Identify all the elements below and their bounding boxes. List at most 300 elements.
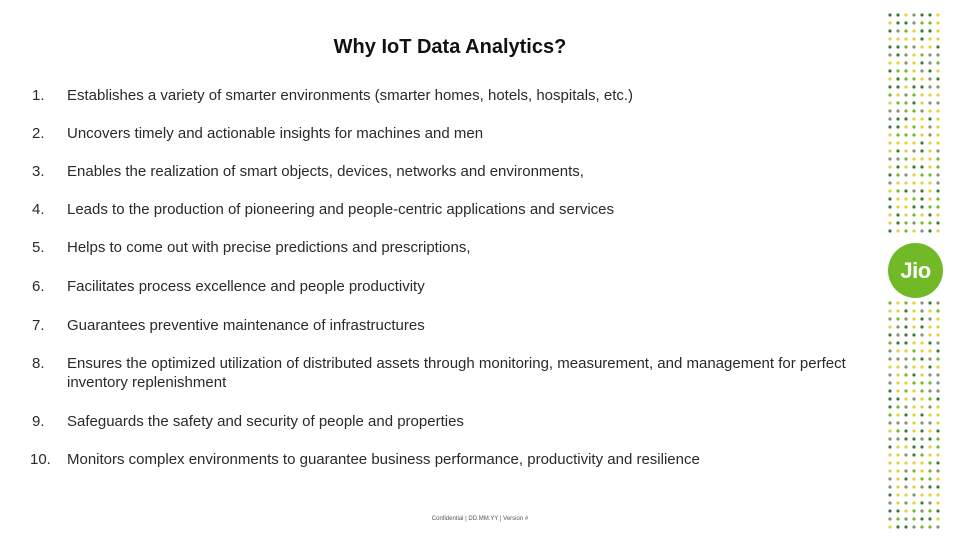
decor-dot <box>888 485 891 488</box>
decor-dot <box>904 45 907 48</box>
decor-dot <box>928 165 931 168</box>
decor-dot <box>936 357 939 360</box>
decor-dot <box>904 405 907 408</box>
decor-dot <box>936 125 939 128</box>
decor-dot <box>896 29 899 32</box>
decor-dot <box>936 221 939 224</box>
decor-dot <box>904 69 907 72</box>
decor-dot <box>920 149 923 152</box>
decor-dot <box>928 317 931 320</box>
decor-dot <box>888 349 891 352</box>
item-text: Ensures the optimized utilization of distributed assets through monitoring, measurement, and management for perfect inventory replenishment <box>67 355 846 391</box>
decor-dot <box>888 77 891 80</box>
decor-dot <box>904 509 907 512</box>
decor-dot <box>888 133 891 136</box>
decor-dot <box>896 181 899 184</box>
decor-dot <box>912 421 915 424</box>
decor-dot <box>928 453 931 456</box>
decor-dot <box>920 341 923 344</box>
decor-dot <box>904 197 907 200</box>
decor-dot <box>912 21 915 24</box>
decor-dot <box>920 173 923 176</box>
decor-dot <box>896 45 899 48</box>
decor-dot <box>936 101 939 104</box>
decor-dot <box>904 501 907 504</box>
decor-dot <box>928 61 931 64</box>
decor-dot <box>896 213 899 216</box>
decor-dot <box>904 85 907 88</box>
decor-dot <box>936 493 939 496</box>
decor-dot <box>896 301 899 304</box>
decor-dot <box>928 29 931 32</box>
decor-dot <box>912 205 915 208</box>
decor-dot <box>920 37 923 40</box>
decor-dot <box>896 389 899 392</box>
decor-dot <box>912 109 915 112</box>
item-text: Leads to the production of pioneering and people-centric applications and services <box>67 201 615 218</box>
decor-dot <box>896 501 899 504</box>
decor-dot <box>904 221 907 224</box>
decor-dot <box>936 85 939 88</box>
decor-dot <box>920 469 923 472</box>
decor-dot <box>896 493 899 496</box>
decor-dot <box>928 397 931 400</box>
decor-dot <box>936 21 939 24</box>
decor-dot <box>888 37 891 40</box>
decor-dot <box>912 77 915 80</box>
jio-logo <box>888 243 943 298</box>
decor-dot <box>912 117 915 120</box>
decor-dot <box>904 429 907 432</box>
decor-dot <box>904 125 907 128</box>
decor-dot <box>920 157 923 160</box>
decor-dot <box>896 229 899 232</box>
decor-dot <box>888 493 891 496</box>
item-number: 9. <box>32 413 45 430</box>
decor-dot <box>936 309 939 312</box>
decor-dot <box>904 77 907 80</box>
decor-dot <box>904 413 907 416</box>
decor-dot <box>928 421 931 424</box>
decor-dot <box>904 141 907 144</box>
decor-dot <box>896 189 899 192</box>
decor-dot <box>928 229 931 232</box>
decor-dot <box>888 453 891 456</box>
decor-dot <box>896 197 899 200</box>
decor-dot <box>912 53 915 56</box>
decor-dot <box>904 101 907 104</box>
decor-dot <box>888 373 891 376</box>
decor-dot <box>928 21 931 24</box>
decor-dot <box>888 213 891 216</box>
decor-dot <box>920 437 923 440</box>
decor-dot <box>896 509 899 512</box>
decor-dot <box>888 181 891 184</box>
decor-dot <box>904 13 907 16</box>
decor-dot <box>920 61 923 64</box>
decor-dot <box>896 53 899 56</box>
decor-dot <box>904 173 907 176</box>
decor-dot <box>896 445 899 448</box>
decor-dot <box>896 109 899 112</box>
item-text: Establishes a variety of smarter environments (smarter homes, hotels, hospitals, etc.) <box>67 87 634 104</box>
decor-dot <box>936 189 939 192</box>
decor-dot <box>920 101 923 104</box>
decor-dot <box>888 173 891 176</box>
decor-dot <box>928 125 931 128</box>
decor-dot <box>896 437 899 440</box>
jio-logo-text: Jio <box>900 257 931 283</box>
decor-dot <box>928 13 931 16</box>
decor-dot <box>912 165 915 168</box>
decor-dot <box>904 445 907 448</box>
decor-dot <box>888 21 891 24</box>
decor-dot <box>912 461 915 464</box>
decor-dot <box>904 61 907 64</box>
decor-dot <box>928 117 931 120</box>
decor-dot <box>896 117 899 120</box>
footer-confidential: Confidential | DD.MM.YY | Version # <box>431 516 529 522</box>
decor-dot <box>920 309 923 312</box>
decor-dot <box>912 189 915 192</box>
decor-dot <box>920 405 923 408</box>
decor-dot <box>920 229 923 232</box>
decor-dot <box>896 333 899 336</box>
decor-dot <box>904 205 907 208</box>
decor-dot <box>936 157 939 160</box>
decor-dot <box>896 157 899 160</box>
decor-dot <box>912 45 915 48</box>
decor-dot <box>896 341 899 344</box>
decor-dot <box>896 461 899 464</box>
decor-dot <box>928 157 931 160</box>
decor-dot <box>912 477 915 480</box>
decor-dot <box>920 325 923 328</box>
decor-dot <box>920 221 923 224</box>
decor-dot <box>896 61 899 64</box>
item-number: 4. <box>32 201 45 218</box>
decor-dot <box>928 205 931 208</box>
decor-dot <box>912 333 915 336</box>
decor-dot <box>904 469 907 472</box>
decor-dot <box>896 477 899 480</box>
decor-dot <box>888 221 891 224</box>
decor-dot <box>904 389 907 392</box>
decor-dot <box>936 469 939 472</box>
decor-dot <box>920 421 923 424</box>
decor-dot <box>904 157 907 160</box>
decor-dot <box>936 29 939 32</box>
decor-dot <box>888 61 891 64</box>
decor-dot <box>888 109 891 112</box>
decor-dot <box>928 445 931 448</box>
item-text: Uncovers timely and actionable insights for machines and men <box>67 125 484 142</box>
decor-dot <box>888 101 891 104</box>
decor-dot <box>888 501 891 504</box>
decor-dot <box>904 493 907 496</box>
decor-dot <box>904 53 907 56</box>
decor-dot <box>920 77 923 80</box>
decor-dot <box>896 373 899 376</box>
decor-dot <box>912 125 915 128</box>
decor-dot <box>904 21 907 24</box>
decor-dot <box>936 429 939 432</box>
decor-dot <box>896 165 899 168</box>
decor-dot <box>888 461 891 464</box>
decor-dot <box>936 213 939 216</box>
decor-dot <box>928 149 931 152</box>
decor-dot <box>888 437 891 440</box>
decor-dot <box>936 381 939 384</box>
decor-dot <box>920 501 923 504</box>
decor-dot <box>936 485 939 488</box>
decor-dot <box>936 197 939 200</box>
decor-dot <box>904 229 907 232</box>
decor-dot <box>928 413 931 416</box>
decor-dot <box>912 365 915 368</box>
decor-dot <box>912 325 915 328</box>
item-text: Monitors complex environments to guarantee business performance, productivity and resilience <box>67 451 700 468</box>
item-number: 10. <box>30 451 51 468</box>
decor-dot <box>920 453 923 456</box>
decor-dot <box>896 21 899 24</box>
decor-dot <box>928 77 931 80</box>
decor-dot <box>904 333 907 336</box>
decor-dot <box>928 221 931 224</box>
decor-dot <box>936 525 939 528</box>
decor-dot <box>912 29 915 32</box>
decor-dot <box>920 493 923 496</box>
decor-dot <box>912 221 915 224</box>
decor-dot <box>928 469 931 472</box>
decor-dot <box>912 229 915 232</box>
decor-dot <box>920 317 923 320</box>
decor-dot <box>912 389 915 392</box>
decor-dot <box>936 389 939 392</box>
decor-dot <box>928 37 931 40</box>
decor-dot <box>920 133 923 136</box>
decor-dot <box>896 317 899 320</box>
decor-dot <box>920 461 923 464</box>
decor-dot <box>888 85 891 88</box>
decor-dot <box>896 469 899 472</box>
item-text: Helps to come out with precise predictions and prescriptions, <box>67 239 471 256</box>
decor-dot <box>904 93 907 96</box>
decor-dot <box>888 157 891 160</box>
decor-dot <box>920 29 923 32</box>
item-text: Guarantees preventive maintenance of infrastructures <box>67 317 425 334</box>
decor-dot <box>912 93 915 96</box>
decor-dot <box>912 61 915 64</box>
decor-dot <box>936 349 939 352</box>
decor-dot <box>920 429 923 432</box>
decor-dot <box>888 69 891 72</box>
decor-dot <box>920 389 923 392</box>
decor-dot <box>888 229 891 232</box>
decor-dot <box>936 317 939 320</box>
decor-dot <box>928 141 931 144</box>
decor-dot <box>912 349 915 352</box>
decor-dot <box>904 357 907 360</box>
decor-dot <box>928 341 931 344</box>
decor-dot <box>896 325 899 328</box>
decor-dot <box>936 437 939 440</box>
decor-dot <box>928 213 931 216</box>
decor-dot <box>888 413 891 416</box>
decor-dot <box>912 373 915 376</box>
decor-dot <box>936 453 939 456</box>
decor-dot <box>896 453 899 456</box>
decor-dot <box>928 373 931 376</box>
decor-dot <box>904 309 907 312</box>
decor-dot <box>896 101 899 104</box>
decor-dot <box>928 301 931 304</box>
decor-dot <box>920 477 923 480</box>
decor-dot <box>920 365 923 368</box>
decor-dot <box>936 405 939 408</box>
decor-dot <box>928 69 931 72</box>
decor-dot <box>904 437 907 440</box>
decor-dot <box>936 501 939 504</box>
decor-dot <box>896 133 899 136</box>
decor-dot <box>904 341 907 344</box>
decor-dot <box>920 53 923 56</box>
decor-dot <box>912 525 915 528</box>
decor-dot <box>904 37 907 40</box>
decor-dot <box>888 149 891 152</box>
decor-dot <box>896 421 899 424</box>
decor-dot <box>888 429 891 432</box>
item-text: Safeguards the safety and security of people and properties <box>67 413 464 430</box>
item-number: 8. <box>32 355 45 372</box>
decor-dot <box>928 189 931 192</box>
decor-dot <box>936 13 939 16</box>
decor-dot <box>920 301 923 304</box>
decor-dot <box>936 301 939 304</box>
decor-dot <box>896 125 899 128</box>
decor-dot <box>896 405 899 408</box>
decor-dot <box>904 365 907 368</box>
item-number: 2. <box>32 125 45 142</box>
decor-dot <box>920 69 923 72</box>
decor-dot <box>920 509 923 512</box>
decor-dot <box>896 77 899 80</box>
decor-dot <box>928 333 931 336</box>
decor-dot <box>936 477 939 480</box>
decor-dot <box>928 525 931 528</box>
decor-dot <box>936 373 939 376</box>
decor-dot <box>920 189 923 192</box>
decor-dot <box>888 357 891 360</box>
decor-dot <box>904 325 907 328</box>
decor-dot <box>888 125 891 128</box>
decor-dot <box>928 485 931 488</box>
decor-dot <box>888 309 891 312</box>
decor-dot <box>912 309 915 312</box>
decor-dot <box>896 13 899 16</box>
decor-dot <box>896 205 899 208</box>
decor-dot <box>888 29 891 32</box>
decor-dot <box>896 357 899 360</box>
decor-dot <box>896 381 899 384</box>
decor-dot <box>904 133 907 136</box>
decor-dot <box>936 333 939 336</box>
decor-dot <box>904 109 907 112</box>
decor-dot <box>912 429 915 432</box>
decor-dot <box>936 229 939 232</box>
decor-dot <box>912 381 915 384</box>
decor-dot <box>904 397 907 400</box>
decor-dot <box>904 213 907 216</box>
decor-dot <box>912 197 915 200</box>
decor-dot <box>928 133 931 136</box>
decor-dot <box>904 301 907 304</box>
decor-dot <box>928 365 931 368</box>
decor-dot <box>936 325 939 328</box>
decor-dot <box>912 341 915 344</box>
item-number: 5. <box>32 239 45 256</box>
decor-dot <box>928 461 931 464</box>
decor-dot <box>936 165 939 168</box>
decor-dot <box>928 325 931 328</box>
decor-dot <box>904 349 907 352</box>
decor-dot <box>896 413 899 416</box>
decor-dot <box>896 85 899 88</box>
decor-dot <box>912 485 915 488</box>
decor-dot <box>912 397 915 400</box>
decor-dot <box>888 397 891 400</box>
decor-dot <box>920 13 923 16</box>
decor-dot <box>920 93 923 96</box>
decor-dot <box>936 397 939 400</box>
decor-dot <box>896 525 899 528</box>
decor-dot <box>888 141 891 144</box>
decor-dot <box>936 421 939 424</box>
decor-dot <box>888 13 891 16</box>
decor-dot <box>904 485 907 488</box>
decor-dot <box>912 445 915 448</box>
decor-dot <box>920 413 923 416</box>
decor-dot <box>888 197 891 200</box>
decor-dot <box>912 301 915 304</box>
decor-dot <box>888 53 891 56</box>
slide-title: Why IoT Data Analytics? <box>333 36 567 58</box>
decor-dot <box>888 469 891 472</box>
decor-dot <box>912 213 915 216</box>
decor-dot <box>896 309 899 312</box>
decor-dot <box>888 93 891 96</box>
decor-dot <box>920 213 923 216</box>
decor-dot <box>888 325 891 328</box>
decor-dot <box>936 45 939 48</box>
decor-dot <box>920 381 923 384</box>
decor-dot <box>888 405 891 408</box>
decor-dot <box>920 197 923 200</box>
decor-dot <box>920 349 923 352</box>
decor-dot <box>912 453 915 456</box>
decor-dot <box>888 189 891 192</box>
decor-dot <box>928 357 931 360</box>
decor-dot <box>912 181 915 184</box>
decor-dot <box>920 109 923 112</box>
decor-dot <box>888 421 891 424</box>
decor-dot <box>912 85 915 88</box>
decor-dot <box>896 149 899 152</box>
decor-dot <box>928 429 931 432</box>
decor-dot <box>888 317 891 320</box>
decor-dot <box>928 45 931 48</box>
decor-dot <box>936 173 939 176</box>
